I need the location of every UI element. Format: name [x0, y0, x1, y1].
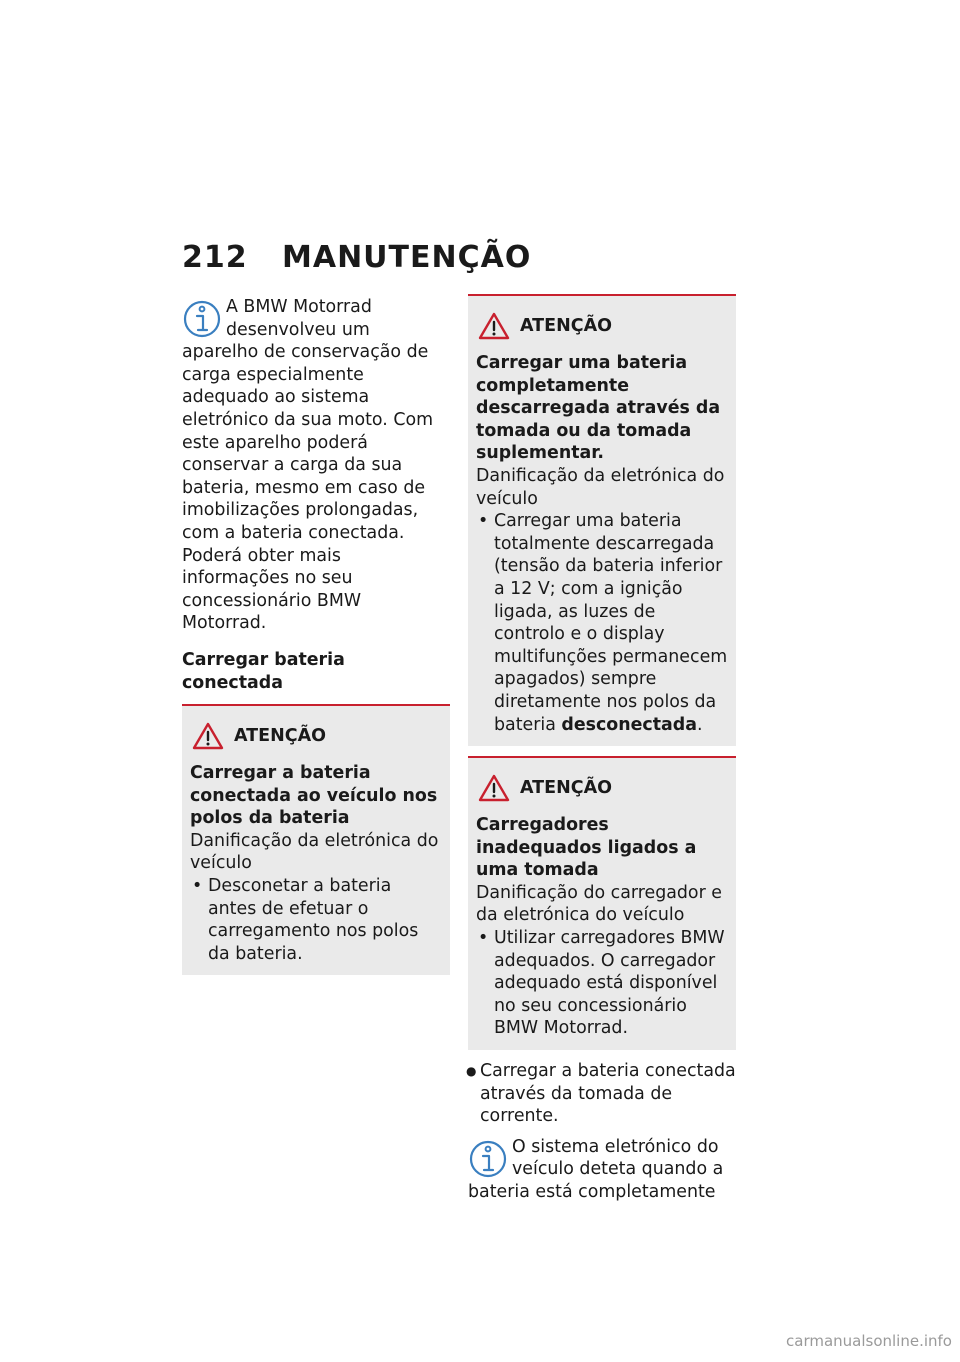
warning-heading: Carregar uma bateria completamente descarregada através da tomada ou da tomada suplementar.: [476, 353, 721, 464]
warning-consequence: Danificação da eletrónica do veículo: [190, 830, 439, 874]
page-number: 212: [182, 240, 248, 275]
warning-heading: Carregar a bateria conectada ao veículo nos polos da bateria: [190, 763, 438, 829]
page-header: [182, 240, 531, 275]
warning-triangle-icon: [478, 774, 510, 802]
step-item: ● Carregar a bateria conectada através da tomada de corrente.: [468, 1060, 736, 1128]
warning-title: ATENÇÃO: [190, 722, 442, 750]
warning-bullet: • Carregar uma bateria totalmente descarregada (tensão da bateria inferior a 12 V; com a ignição ligada, as luzes de controlo e o display multifunções permanecem apagados) sempre diretamente nos polos da bateria desconectada.: [476, 510, 728, 736]
warning-triangle-icon: [478, 312, 510, 340]
warning-heading: Carregadores inadequados ligados a uma tomada: [476, 815, 697, 881]
info-text: O sistema eletrónico do veículo deteta quando a bateria está completamente: [468, 1136, 724, 1202]
warning-box: [182, 704, 450, 975]
warning-title: ATENÇÃO: [476, 774, 728, 802]
warning-box: [468, 756, 736, 1050]
page-title: MANUTENÇÃO: [282, 240, 532, 275]
warning-triangle-icon: [192, 722, 224, 750]
info-text: A BMW Motorrad desenvolveu um aparelho de conservação de carga especialmente adequado ao sistema eletrónico da sua moto. Com este aparelho poderá conservar a carga da sua bateria, mesmo em caso de imobilizações prolongadas, com a bateria conectada. Poderá obter mais informações no seu concessionário BMW Motorrad.: [182, 297, 434, 634]
left-column: [182, 296, 450, 975]
warning-bullet: • Desconetar a bateria antes de efetuar o carregamento nos polos da bateria.: [190, 875, 442, 965]
info-icon: [468, 1138, 508, 1180]
info-icon: [182, 298, 222, 340]
right-column: [468, 294, 736, 1204]
warning-title: ATENÇÃO: [476, 312, 728, 340]
info-note: [182, 296, 450, 635]
warning-consequence: Danificação da eletrónica do veículo: [476, 465, 725, 509]
info-note: [468, 1136, 736, 1204]
warning-consequence: Danificação do carregador e da eletrónica do veículo: [476, 882, 722, 926]
section-heading: Carregar bateria conectada: [182, 649, 345, 693]
watermark: carmanualsonline.info: [786, 1332, 952, 1350]
warning-bullet: • Utilizar carregadores BMW adequados. O carregador adequado está disponível no seu concessionário BMW Motorrad.: [476, 927, 728, 1040]
warning-box: [468, 294, 736, 746]
